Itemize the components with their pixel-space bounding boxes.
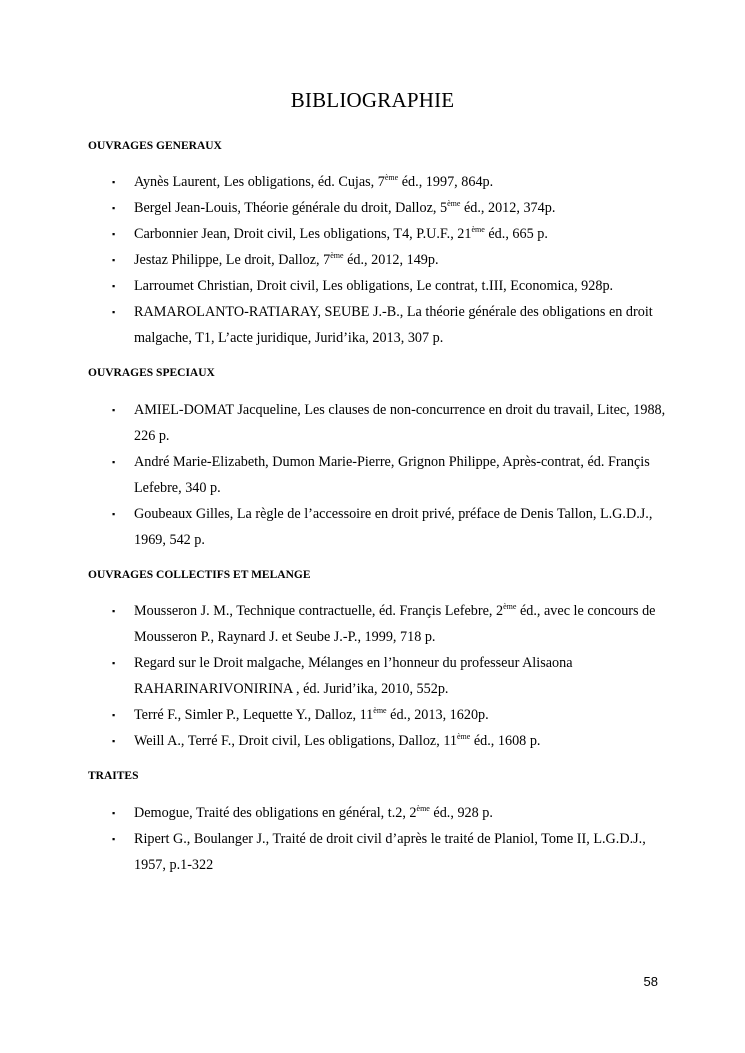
bibliography-entry: ▪ Bergel Jean-Louis, Théorie générale du droit, Dalloz, 5ème éd., 2012, 374p.	[112, 195, 672, 221]
section-list-traites	[112, 800, 672, 878]
bibliography-entry: ▪ RAMAROLANTO-RATIARAY, SEUBE J.-B., La théorie générale des obligations en droit malgache, T1, L’acte juridique, Jurid’ika, 2013, 307 p.	[112, 299, 672, 351]
bibliography-entry: ▪ Jestaz Philippe, Le droit, Dalloz, 7ème éd., 2012, 149p.	[112, 247, 672, 273]
bibliography-entry: ▪ Mousseron J. M., Technique contractuelle, éd. Françis Lefebre, 2ème éd., avec le concours de Mousseron P., Raynard J. et Seube J.-P., 1999, 718 p.	[112, 598, 672, 650]
bullet-icon: ▪	[112, 307, 116, 317]
bullet-icon: ▪	[112, 203, 116, 213]
bullet-icon: ▪	[112, 509, 116, 519]
section-list-ouvrages-collectifs	[112, 598, 672, 754]
bullet-icon: ▪	[112, 808, 116, 818]
bibliography-entry: ▪ Weill A., Terré F., Droit civil, Les obligations, Dalloz, 11ème éd., 1608 p.	[112, 728, 672, 754]
section-heading-ouvrages-collectifs: OUVRAGES COLLECTIFS ET MELANGE	[88, 569, 311, 581]
section-list-ouvrages-speciaux	[112, 397, 672, 553]
bullet-icon: ▪	[112, 255, 116, 265]
bibliography-entry: ▪ Carbonnier Jean, Droit civil, Les obligations, T4, P.U.F., 21ème éd., 665 p.	[112, 221, 672, 247]
section-heading-ouvrages-speciaux: OUVRAGES SPECIAUX	[88, 367, 215, 379]
bullet-icon: ▪	[112, 457, 116, 467]
page-number: 58	[643, 974, 658, 989]
bibliography-entry: ▪ Regard sur le Droit malgache, Mélanges en l’honneur du professeur Alisaona RAHARINARIVONIRINA , éd. Jurid’ika, 2010, 552p.	[112, 650, 672, 702]
section-list-ouvrages-generaux	[112, 169, 672, 351]
bibliography-entry: ▪ Terré F., Simler P., Lequette Y., Dalloz, 11ème éd., 2013, 1620p.	[112, 702, 672, 728]
bullet-icon: ▪	[112, 177, 116, 187]
bullet-icon: ▪	[112, 281, 116, 291]
bullet-icon: ▪	[112, 229, 116, 239]
bibliography-entry: ▪ Aynès Laurent, Les obligations, éd. Cujas, 7ème éd., 1997, 864p.	[112, 169, 672, 195]
bibliography-entry: ▪ André Marie-Elizabeth, Dumon Marie-Pierre, Grignon Philippe, Après-contrat, éd. Françis Lefebre, 340 p.	[112, 449, 672, 501]
bibliography-entry: ▪ Larroumet Christian, Droit civil, Les obligations, Le contrat, t.III, Economica, 928p.	[112, 273, 672, 299]
bibliography-entry: ▪ Ripert G., Boulanger J., Traité de droit civil d’après le traité de Planiol, Tome II, L.G.D.J., 1957, p.1-322	[112, 826, 672, 878]
bullet-icon: ▪	[112, 834, 116, 844]
bullet-icon: ▪	[112, 710, 116, 720]
bullet-icon: ▪	[112, 606, 116, 616]
bullet-icon: ▪	[112, 658, 116, 668]
bibliography-entry: ▪ Demogue, Traité des obligations en général, t.2, 2ème éd., 928 p.	[112, 800, 672, 826]
bullet-icon: ▪	[112, 736, 116, 746]
bibliography-entry: ▪ AMIEL-DOMAT Jacqueline, Les clauses de non-concurrence en droit du travail, Litec, 1988, 226 p.	[112, 397, 672, 449]
section-heading-ouvrages-generaux: OUVRAGES GENERAUX	[88, 140, 222, 152]
bibliography-entry: ▪ Goubeaux Gilles, La règle de l’accessoire en droit privé, préface de Denis Tallon, L.G.D.J., 1969, 542 p.	[112, 501, 672, 553]
section-heading-traites: TRAITES	[88, 770, 139, 782]
bullet-icon: ▪	[112, 405, 116, 415]
page-title: BIBLIOGRAPHIE	[290, 88, 455, 112]
